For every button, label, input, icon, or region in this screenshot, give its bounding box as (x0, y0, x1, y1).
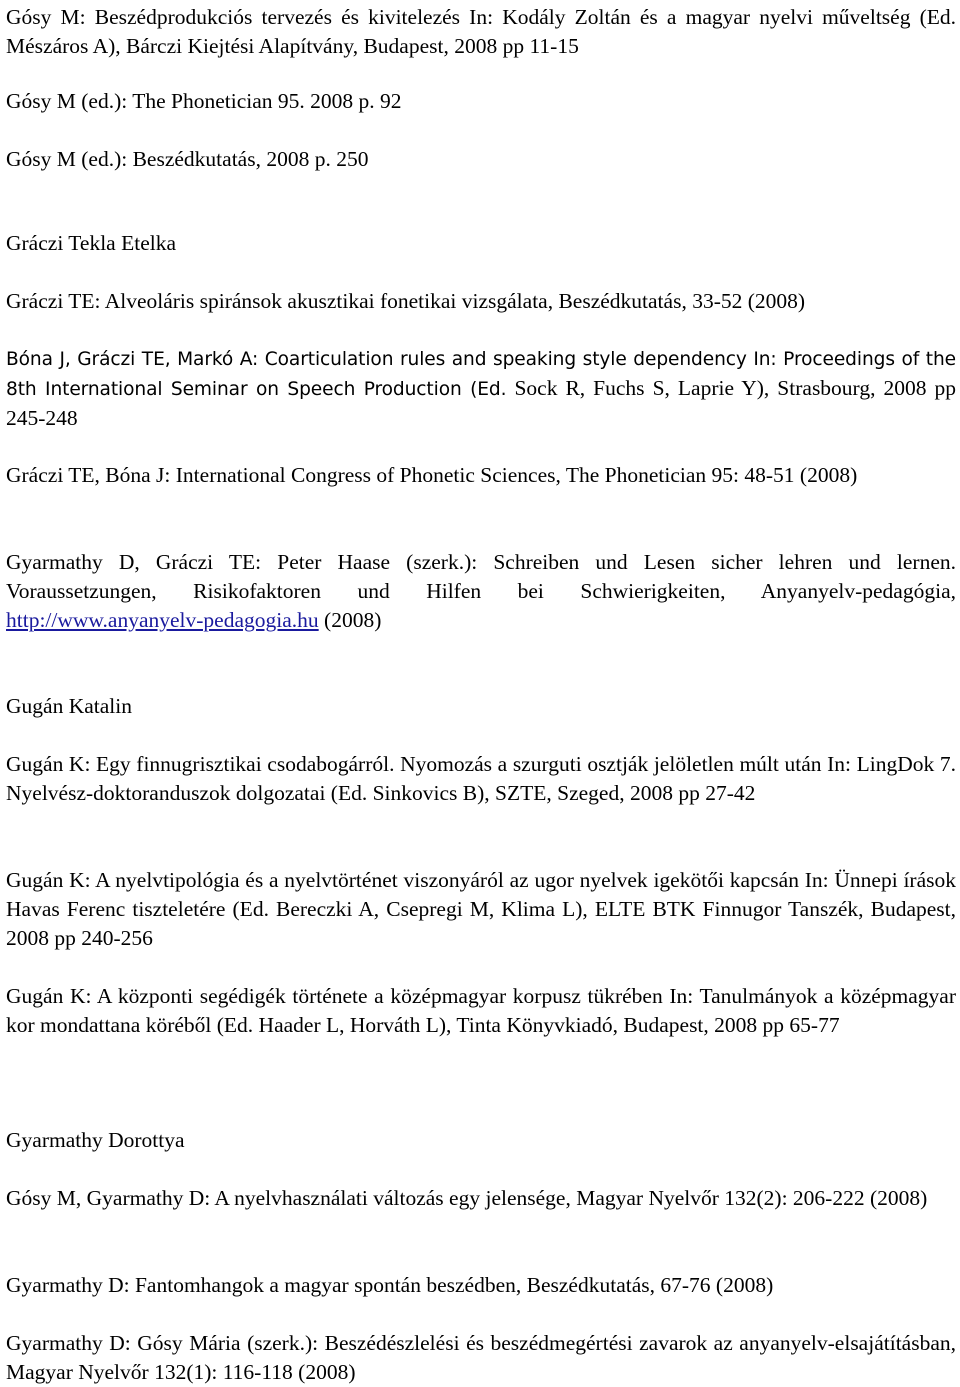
bibliography-entry: Gráczi TE, Bóna J: International Congress of Phonetic Sciences, The Phonetician 95: 48-51 (2008) (6, 463, 858, 487)
bibliography-entry (6, 548, 956, 635)
entry-text-sans: Bóna J, Gráczi TE, Markó A: Coarticulation rules and speaking style dependency In: Proceedings of the 8th International Seminar on Speech Production (Ed. (6, 349, 956, 400)
entry-text: Gyarmathy D, Gráczi TE: Peter Haase (szerk.): Schreiben und Lesen sicher lehren und lernen. Voraussetzungen, Risikofaktoren und Hilfen bei Schwierigkeiten, Anyanyelv-pedagógia, (6, 550, 956, 603)
bibliography-entry: Gósy M: Beszédprodukciós tervezés és kivitelezés In: Kodály Zoltán és a magyar nyelvi műveltség (Ed. Mészáros A), Bárczi Kiejtési Alapítvány, Budapest, 2008 pp 11-15 (6, 5, 956, 58)
bibliography-entry (6, 345, 956, 434)
bibliography-entry: Gyarmathy D: Gósy Mária (szerk.): Beszédészlelési és beszédmegértési zavarok az anyanyelv-elsajátításban, Magyar Nyelvőr 132(1): 116-118 (2008) (6, 1331, 956, 1384)
anyanyelv-pedagogia-link[interactable]: http://www.anyanyelv-pedagogia.hu (6, 608, 319, 632)
bibliography-entry: Gráczi TE: Alveoláris spiránsok akusztikai fonetikai vizsgálata, Beszédkutatás, 33-52 (2008) (6, 289, 806, 313)
bibliography-entry: Gyarmathy D: Fantomhangok a magyar spontán beszédben, Beszédkutatás, 67-76 (2008) (6, 1273, 774, 1297)
bibliography-entry: Gósy M, Gyarmathy D: A nyelvhasználati változás egy jelensége, Magyar Nyelvőr 132(2): 206-222 (2008) (6, 1186, 928, 1210)
bibliography-entry: Gugán K: A központi segédigék története a középmagyar korpusz tükrében In: Tanulmányok a középmagyar kor mondattana köréből (Ed. Haader L, Horváth L), Tinta Könyvkiadó, Budapest, 2008 pp 65-77 (6, 984, 956, 1037)
entry-text-tail: (2008) (318, 608, 382, 632)
bibliography-entry: Gugán K: Egy finnugrisztikai csodabogárról. Nyomozás a szurguti osztják jelöletlen múlt után In: LingDok 7. Nyelvész-doktoranduszok dolgozatai (Ed. Sinkovics B), SZTE, Szeged, 2008 pp 27-42 (6, 752, 956, 805)
bibliography-entry: Gósy M (ed.): Beszédkutatás, 2008 p. 250 (6, 147, 369, 171)
author-heading: Gugán Katalin (6, 694, 132, 718)
author-heading: Gráczi Tekla Etelka (6, 231, 177, 255)
author-heading: Gyarmathy Dorottya (6, 1128, 185, 1152)
bibliography-entry: Gugán K: A nyelvtipológia és a nyelvtörténet viszonyáról az ugor nyelvek igekötői kapcsán In: Ünnepi írások Havas Ferenc tiszteletére (Ed. Bereczki A, Csepregi M, Klima L), ELTE BTK Finnugor Tanszék, Budapest, 2008 pp 240-256 (6, 868, 956, 950)
bibliography-entry: Gósy M (ed.): The Phonetician 95. 2008 p. 92 (6, 89, 402, 113)
entry-text-serif: Sock R, Fuchs S, Laprie Y), Strasbourg, 2008 pp 245-248 (6, 376, 956, 430)
